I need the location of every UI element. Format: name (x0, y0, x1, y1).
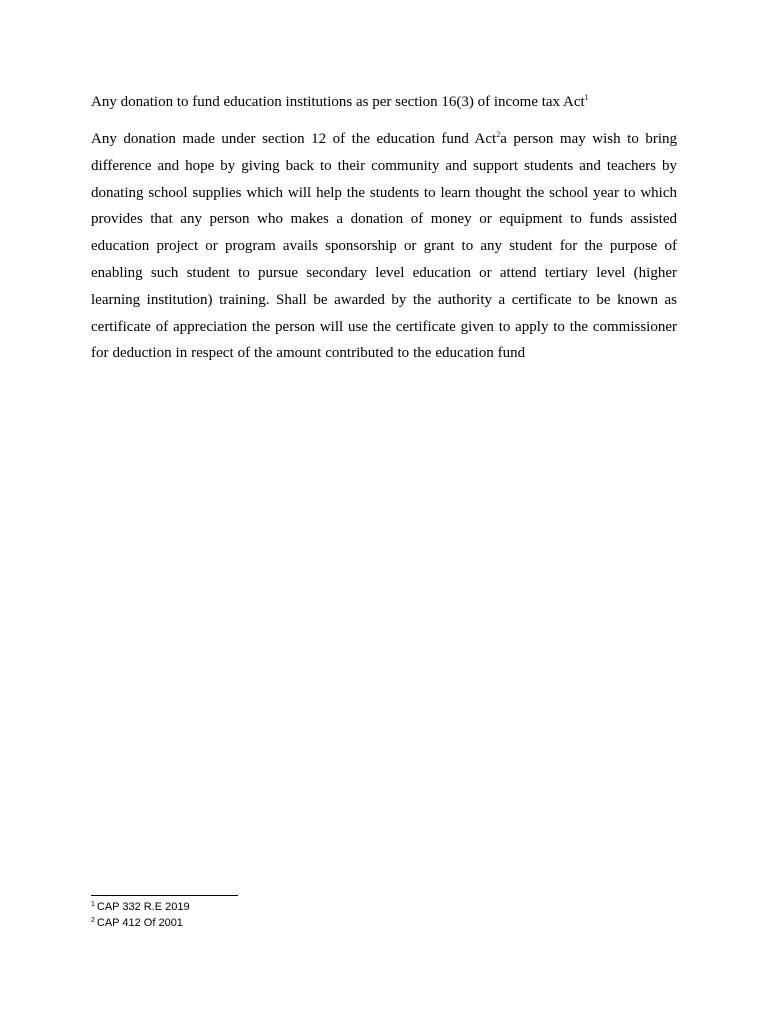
footnote-text: CAP 412 Of 2001 (96, 917, 183, 929)
section-heading (91, 92, 681, 112)
footnote-ref-2: 2 (496, 130, 501, 139)
footnotes (91, 899, 491, 931)
footnote-number: 1 (91, 901, 95, 908)
footnote-item (91, 899, 491, 915)
footnote-ref-1: 1 (584, 93, 589, 102)
body-paragraph (91, 126, 677, 367)
footnote-item (91, 915, 491, 931)
footnote-text: CAP 332 R.E 2019 (96, 901, 190, 913)
heading-text: Any donation to fund education institutions as per section 16(3) of income tax Act (91, 94, 585, 110)
footnote-number: 2 (91, 917, 95, 924)
paragraph-part-2: a person may wish to bring difference and hope by giving back to their community and support students and teachers by donating school supplies which will help the students to learn thought the school year to which provides that any person who makes a donation of money or equipment to funds assisted education project or program avails sponsorship or grant to any student for the purpose of enabling such student to pursue secondary level education or attend tertiary level (higher learning institution) training. Shall be awarded by the authority a certificate to be known as certificate of appreciation the person will use the certificate given to apply to the commissioner for deduction in respect of the amount contributed to the education fund (91, 131, 678, 362)
footnote-separator (91, 895, 238, 896)
paragraph-part-1: Any donation made under section 12 of the education fund Act (91, 131, 497, 147)
